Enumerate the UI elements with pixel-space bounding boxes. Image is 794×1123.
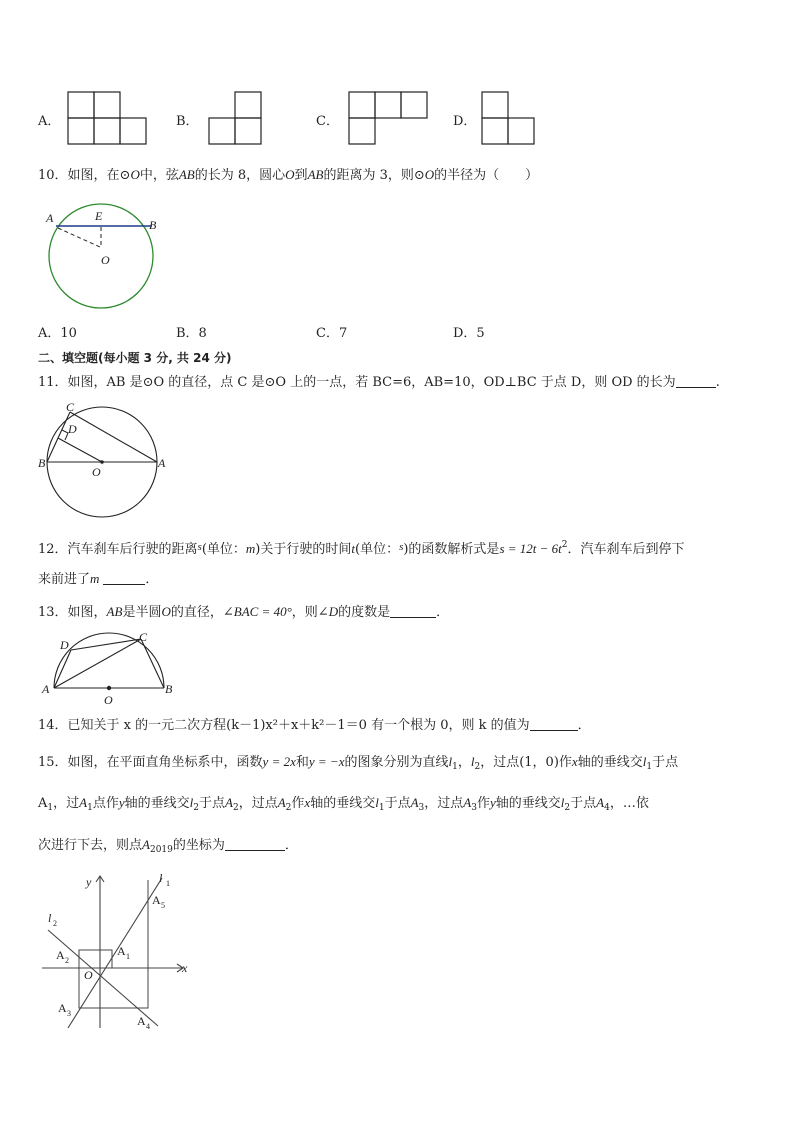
q13-label-b: B (165, 682, 173, 696)
option-d-figure (481, 91, 537, 147)
svg-text:5: 5 (161, 901, 165, 910)
q11-label-d: D (68, 422, 77, 436)
option-d-label: D． (453, 114, 477, 129)
option-b-figure (208, 91, 264, 147)
q15-stem-line3: 次进行下去，则点$A_{2019}$的坐标为 ． (38, 837, 298, 855)
q13-figure (38, 628, 180, 708)
q12-stem-line2: 来前进了m ． (38, 571, 159, 587)
option-a-label: A． (38, 114, 61, 129)
section-heading: 二、填空题(每小题 3 分, 共 24 分) (38, 351, 232, 365)
q15-label-l1: l (159, 871, 163, 885)
q11-label-a: A (158, 456, 166, 470)
q15-label-a2: A (56, 948, 65, 962)
q15-label-o: O (84, 968, 93, 982)
svg-text:3: 3 (67, 1009, 71, 1018)
svg-text:4: 4 (146, 1022, 150, 1031)
q13-label-a: A (42, 682, 50, 696)
q15-stem-line1: 15．如图，在平面直角坐标系中，函数y = 2x和y = −x的图象分别为直线$l_1$，$l_2$，过点(1，0)作x轴的垂线交$l_1$于点 (38, 754, 679, 772)
q12-stem-line1: 12．汽车刹车后行驶的距离$^s$(单位：m)关于行驶的时间t(单位：$^s$)的函数解析式是$s = 12t - 6t^2$．汽车刹车后到停下 (38, 540, 685, 557)
q15-label-a3: A (58, 1001, 67, 1015)
svg-text:2: 2 (53, 919, 57, 928)
q14-stem: 14．已知关于 x 的一元二次方程(k－1)x²＋x＋k²－1＝0 有一个根为 0，则 k 的值为 ． (38, 718, 591, 733)
q13-label-o: O (104, 693, 113, 707)
q10-label-o: O (101, 253, 110, 267)
q11-label-b: B (38, 456, 46, 470)
svg-text:2: 2 (65, 956, 69, 965)
option-b-label: B． (176, 114, 199, 129)
q10-figure (40, 200, 170, 312)
svg-text:1: 1 (166, 879, 170, 888)
q15-figure (38, 870, 190, 1030)
svg-text:1: 1 (126, 952, 130, 961)
q15-stem-line2: $A_1$，过$A_1$点作y轴的垂线交$l_2$于点$A_2$，过点$A_2$作x轴的垂线交$l_1$于点$A_3$，过点$A_3$作y轴的垂线交$l_2$于点$A_4$，…依 (38, 795, 649, 813)
q13-stem: 13．如图，AB是半圆O的直径，∠BAC = 40°，则∠D的度数是 ． (38, 604, 450, 620)
q10-option-d: D．5 (453, 326, 485, 341)
q15-label-a1: A (117, 944, 126, 958)
q13-label-c: C (139, 630, 148, 644)
q10-label-e: E (95, 209, 103, 223)
q15-label-a5: A (152, 893, 161, 907)
option-c-figure (348, 91, 430, 147)
q15-label-x: x (182, 961, 188, 975)
q10-label-a: A (46, 211, 54, 225)
q10-option-c: C．7 (316, 326, 348, 341)
q11-label-c: C (66, 400, 75, 414)
option-c-label: C． (316, 114, 339, 129)
q11-figure (36, 400, 171, 518)
q15-label-y: y (86, 875, 92, 889)
q10-option-b: B．8 (176, 326, 207, 341)
q15-label-a4: A (137, 1014, 146, 1028)
q11-label-o: O (92, 465, 101, 479)
q10-label-b: B (149, 218, 157, 232)
q13-label-d: D (60, 638, 69, 652)
q11-stem: 11．如图，AB 是⊙O 的直径，点 C 是⊙O 上的一点，若 BC=6，AB=10，OD⊥BC 于点 D，则 OD 的长为 . (38, 375, 720, 390)
q15-label-l2: l (48, 911, 52, 925)
q10-option-a: A．10 (38, 326, 77, 341)
q10-dash-ao (58, 228, 100, 247)
q10-stem: 10．如图，在⊙O中，弦AB的长为 8，圆心O到AB的距离为 3，则⊙O的半径为（ ） (38, 167, 539, 183)
option-a-figure (67, 91, 149, 147)
